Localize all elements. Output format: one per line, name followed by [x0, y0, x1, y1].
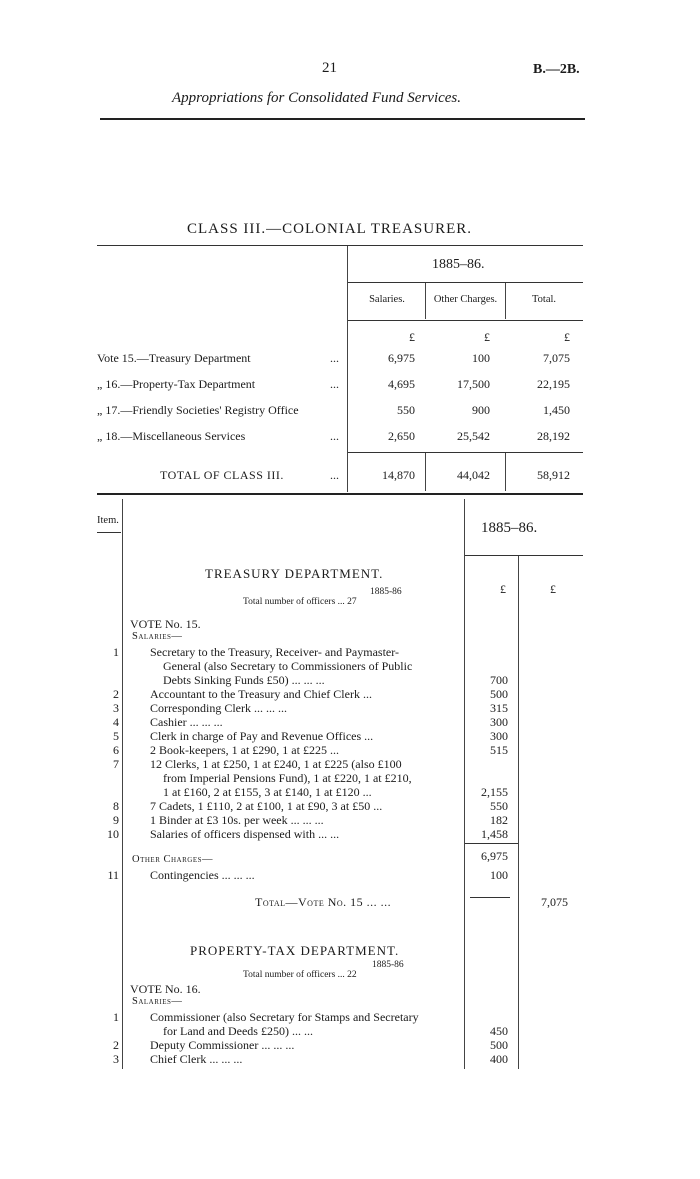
item-amount: 182: [490, 813, 508, 827]
item-number: 9: [113, 813, 119, 827]
item-number: 2: [113, 1038, 119, 1052]
item-number: 5: [113, 729, 119, 743]
class-row-label: „ 17.—Friendly Societies' Registry Office: [97, 403, 299, 417]
item-text: 12 Clerks, 1 at £250, 1 at £240, 1 at £225 (also £100: [150, 757, 402, 771]
detail-year-heading: 1885–86.: [481, 520, 538, 536]
treasury-officers-year: 1885-86: [370, 587, 402, 597]
item-header-rule: [97, 532, 121, 533]
page-subtitle: Appropriations for Consolidated Fund Services.: [172, 90, 462, 106]
salaries-subtotal-rule: [465, 843, 518, 844]
class-row-salaries: 2,650: [388, 429, 415, 443]
property-officers-count: Total number of officers ... 22: [243, 970, 357, 980]
item-number: 10: [107, 827, 119, 841]
class-title: CLASS III.—COLONIAL TREASURER.: [187, 221, 473, 237]
property-title: PROPERTY-TAX DEPARTMENT.: [190, 943, 400, 958]
item-text: Chief Clerk ... ... ...: [150, 1052, 243, 1066]
item-column-header: Item.: [97, 515, 119, 526]
class-row-salaries: 6,975: [388, 351, 415, 365]
col-other-header: Other Charges.: [433, 294, 498, 305]
class-row-dots: ...: [330, 351, 339, 365]
item-text: General (also Secretary to Commissioners of Public: [163, 659, 413, 673]
item-text: Secretary to the Treasury, Receiver- and Paymaster-: [150, 645, 399, 659]
item-amount: 500: [490, 687, 508, 701]
property-salaries-head: Salaries—: [132, 996, 183, 1007]
class-row-dots: ...: [330, 429, 339, 443]
item-amount: 550: [490, 799, 508, 813]
item-amount: 1,458: [481, 827, 508, 841]
class-table-top-rule: [97, 245, 583, 246]
class-total-salaries: 14,870: [382, 468, 415, 482]
item-amount: 500: [490, 1038, 508, 1052]
item-number: 7: [113, 757, 119, 771]
class-total-rule: [348, 452, 583, 453]
treasury-officers-count: Total number of officers ... 27: [243, 597, 357, 607]
item-amount: 400: [490, 1052, 508, 1066]
item-number: 8: [113, 799, 119, 813]
item-text: Debts Sinking Funds £50) ... ... ...: [163, 673, 325, 687]
item-amount: 450: [490, 1024, 508, 1038]
class-row-other: 900: [472, 403, 490, 417]
item-amount: 315: [490, 701, 508, 715]
class-row-other: 17,500: [457, 377, 490, 391]
class-total-label: TOTAL OF CLASS III.: [160, 468, 284, 482]
class-row-label: Vote 15.—Treasury Department: [97, 351, 251, 365]
item-text: Cashier ... ... ...: [150, 715, 223, 729]
class-table-bottom-rule: [97, 493, 583, 495]
item-text: Deputy Commissioner ... ... ...: [150, 1038, 295, 1052]
item-number: 1: [113, 645, 119, 659]
class-total-divider-2: [505, 453, 506, 491]
class-total-dots: ...: [330, 468, 339, 482]
header-rule: [100, 118, 585, 120]
vote-total-rule: [470, 897, 510, 898]
item-text: Contingencies ... ... ...: [150, 868, 255, 882]
class-year-rule: [348, 282, 583, 283]
property-vote: VOTE No. 16.: [130, 982, 201, 996]
amount-column-divider: [464, 499, 465, 1069]
item-text: Commissioner (also Secretary for Stamps and Secretary: [150, 1010, 419, 1024]
treasury-other-head: Other Charges—: [132, 854, 213, 865]
item-text: Clerk in charge of Pay and Revenue Offices ...: [150, 729, 374, 743]
salaries-subtotal: 6,975: [481, 849, 508, 863]
currency-total: £: [564, 330, 570, 344]
class-row-label: „ 16.—Property-Tax Department: [97, 377, 256, 391]
class-row-other: 100: [472, 351, 490, 365]
item-number: 4: [113, 715, 119, 729]
treasury-vote-total: 7,075: [541, 895, 568, 909]
item-text: Accountant to the Treasury and Chief Clerk ...: [150, 687, 372, 701]
item-amount: 100: [490, 868, 508, 882]
class-row-dots: ...: [330, 377, 339, 391]
class-total-total: 58,912: [537, 468, 570, 482]
page-number: 21: [322, 60, 337, 76]
class-row-salaries: 4,695: [388, 377, 415, 391]
treasury-salaries-head: Salaries—: [132, 631, 183, 642]
item-text: 7 Cadets, 1 £110, 2 at £100, 1 at £90, 3 at £50 ...: [150, 799, 383, 813]
item-text: Corresponding Clerk ... ... ...: [150, 701, 287, 715]
class-header-rule: [348, 320, 583, 321]
item-amount: 300: [490, 715, 508, 729]
item-text: 1 at £160, 2 at £155, 3 at £140, 1 at £120 ...: [163, 785, 372, 799]
item-number: 3: [113, 1052, 119, 1066]
detail-year-rule: [465, 555, 583, 556]
treasury-vote-total-label: Total—Vote No. 15 ... ...: [255, 895, 392, 909]
class-row-total: 22,195: [537, 377, 570, 391]
document-code: B.—2B.: [533, 62, 580, 77]
item-text: 1 Binder at £3 10s. per week ... ... ...: [150, 813, 324, 827]
class-year-heading: 1885–86.: [432, 257, 485, 272]
item-amount: 300: [490, 729, 508, 743]
item-number: 3: [113, 701, 119, 715]
treasury-title: TREASURY DEPARTMENT.: [205, 566, 384, 581]
total-currency: £: [550, 582, 556, 596]
item-number: 1: [113, 1010, 119, 1024]
item-number: 11: [107, 868, 119, 882]
class-row-other: 25,542: [457, 429, 490, 443]
item-amount: 515: [490, 743, 508, 757]
property-officers-year: 1885-86: [372, 960, 404, 970]
currency-other: £: [484, 330, 490, 344]
item-text: 2 Book-keepers, 1 at £290, 1 at £225 ...: [150, 743, 339, 757]
class-row-total: 28,192: [537, 429, 570, 443]
col-total-header: Total.: [531, 294, 557, 305]
col-salaries-header: Salaries.: [369, 294, 405, 305]
total-column-divider: [518, 555, 519, 1069]
class-total-divider-1: [425, 453, 426, 491]
item-number: 2: [113, 687, 119, 701]
currency-salaries: £: [409, 330, 415, 344]
item-text: Salaries of officers dispensed with ... ...: [150, 827, 340, 841]
item-text: for Land and Deeds £250) ... ...: [163, 1024, 313, 1038]
class-row-label: „ 18.—Miscellaneous Services: [97, 429, 246, 443]
item-amount: 700: [490, 673, 508, 687]
amount-currency: £: [500, 582, 506, 596]
class-total-other: 44,042: [457, 468, 490, 482]
item-number: 6: [113, 743, 119, 757]
treasury-vote: VOTE No. 15.: [130, 617, 201, 631]
item-amount: 2,155: [481, 785, 508, 799]
item-text: from Imperial Pensions Fund), 1 at £220, 1 at £210,: [163, 771, 412, 785]
class-row-total: 7,075: [543, 351, 570, 365]
class-row-salaries: 550: [397, 403, 415, 417]
class-row-total: 1,450: [543, 403, 570, 417]
item-column-divider: [122, 499, 123, 1069]
